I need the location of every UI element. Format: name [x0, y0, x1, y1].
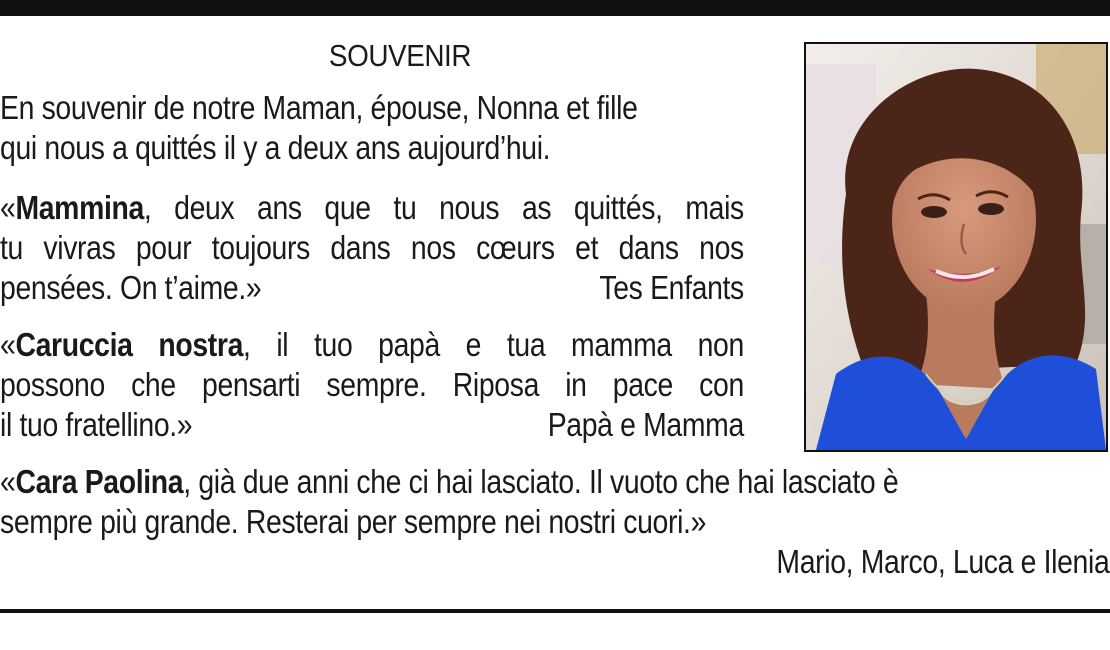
- portrait-illustration: [806, 44, 1106, 450]
- message-2-signature: Papà e Mamma: [547, 406, 744, 443]
- message-1-name: Mammina: [15, 189, 144, 226]
- message-2-line-1-rest: , il tuo papà e tua mamma non: [243, 326, 744, 363]
- message-1-line-2: tu vivras pour toujours dans nos cœurs et dans nos: [0, 229, 744, 266]
- intro-line-2: qui nous a quittés il y a deux ans aujourd’hui.: [0, 129, 551, 166]
- portrait-photo: [804, 42, 1108, 452]
- message-2-line-3: [0, 405, 744, 445]
- message-2-line-2: possono che pensarti sempre. Riposa in pace con: [0, 366, 744, 403]
- message-1-line-3: [0, 268, 744, 308]
- message-2-name: Caruccia nostra: [15, 326, 244, 363]
- message-3: [0, 462, 1109, 582]
- bottom-rule: [0, 609, 1110, 613]
- message-1-line-3-text: pensées. On t’aime.»: [0, 269, 262, 306]
- open-quote: «: [0, 463, 16, 500]
- message-3-line-2: sempre più grande. Resterai per sempre nei nostri cuori.»: [0, 503, 707, 540]
- message-1-signature: Tes Enfants: [599, 269, 744, 306]
- message-1: [0, 188, 744, 308]
- message-3-line-1-rest: , già due anni che ci hai lasciato. Il vuoto che hai lasciato è: [183, 463, 899, 500]
- open-quote: «: [0, 189, 16, 226]
- top-rule: [0, 0, 1110, 16]
- message-3-name: Cara Paolina: [15, 463, 184, 500]
- message-1-line-1-rest: , deux ans que tu nous as quittés, mais: [143, 189, 744, 226]
- message-2: [0, 325, 744, 445]
- message-2-line-3-text: il tuo fratellino.»: [0, 406, 193, 443]
- intro-paragraph: [0, 88, 638, 168]
- message-2-line-1: [0, 325, 744, 365]
- message-3-line-1: [0, 462, 1109, 502]
- message-1-line-1: [0, 188, 744, 228]
- notice-title: SOUVENIR: [328, 38, 472, 73]
- message-3-signature: Mario, Marco, Luca e Ilenia: [776, 543, 1110, 580]
- open-quote: «: [0, 326, 16, 363]
- intro-line-1: En souvenir de notre Maman, épouse, Nonna et fille: [0, 89, 638, 126]
